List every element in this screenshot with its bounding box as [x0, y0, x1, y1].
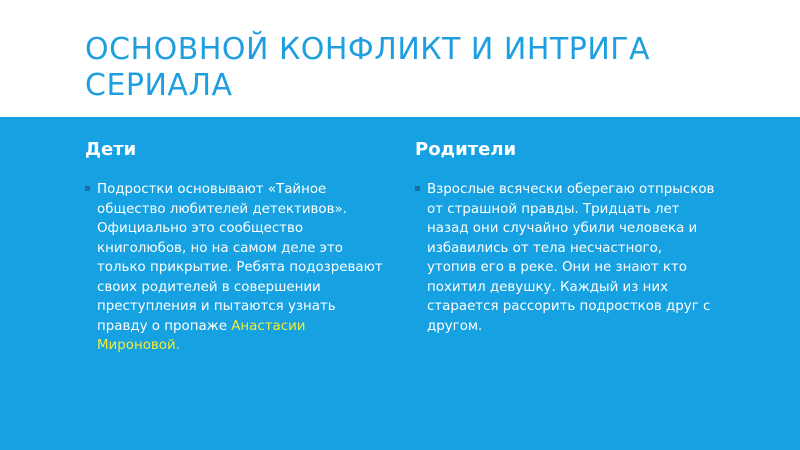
bullet-text-children: Подростки основывают «Тайное общество любителей детективов». Официально это сообщество книголюбов, но на самом деле это только прикрытие. Ребята подозревают своих родителей в совершении преступления и пытаются узнать правду о пропаже [97, 182, 383, 334]
column-children [85, 138, 385, 356]
square-bullet-icon [415, 186, 420, 191]
bullet-item-children [85, 180, 385, 356]
title-band [0, 0, 800, 117]
column-heading-children: Дети [85, 139, 137, 160]
bullet-list-children [85, 180, 385, 356]
bullet-text-parents: Взрослые всячески оберегаю отпрысков от страшной правды. Тридцать лет назад они случайно убили человека и избавились от тела несчастного, утопив его в реке. Они не знают кто похитил девушку. Каждый из них старается рассорить подростков друг с другом. [427, 182, 715, 334]
bullet-item-parents [415, 180, 715, 336]
column-heading-parents: Родители [415, 139, 517, 160]
column-parents [415, 138, 715, 336]
square-bullet-icon [85, 186, 90, 191]
highlighted-period: . [175, 338, 180, 353]
highlighted-name: Анастасии Мироновой [97, 318, 306, 353]
bullet-list-parents [415, 180, 715, 336]
slide-title: ОСНОВНОЙ КОНФЛИКТ И ИНТРИГА СЕРИАЛА [85, 32, 651, 103]
